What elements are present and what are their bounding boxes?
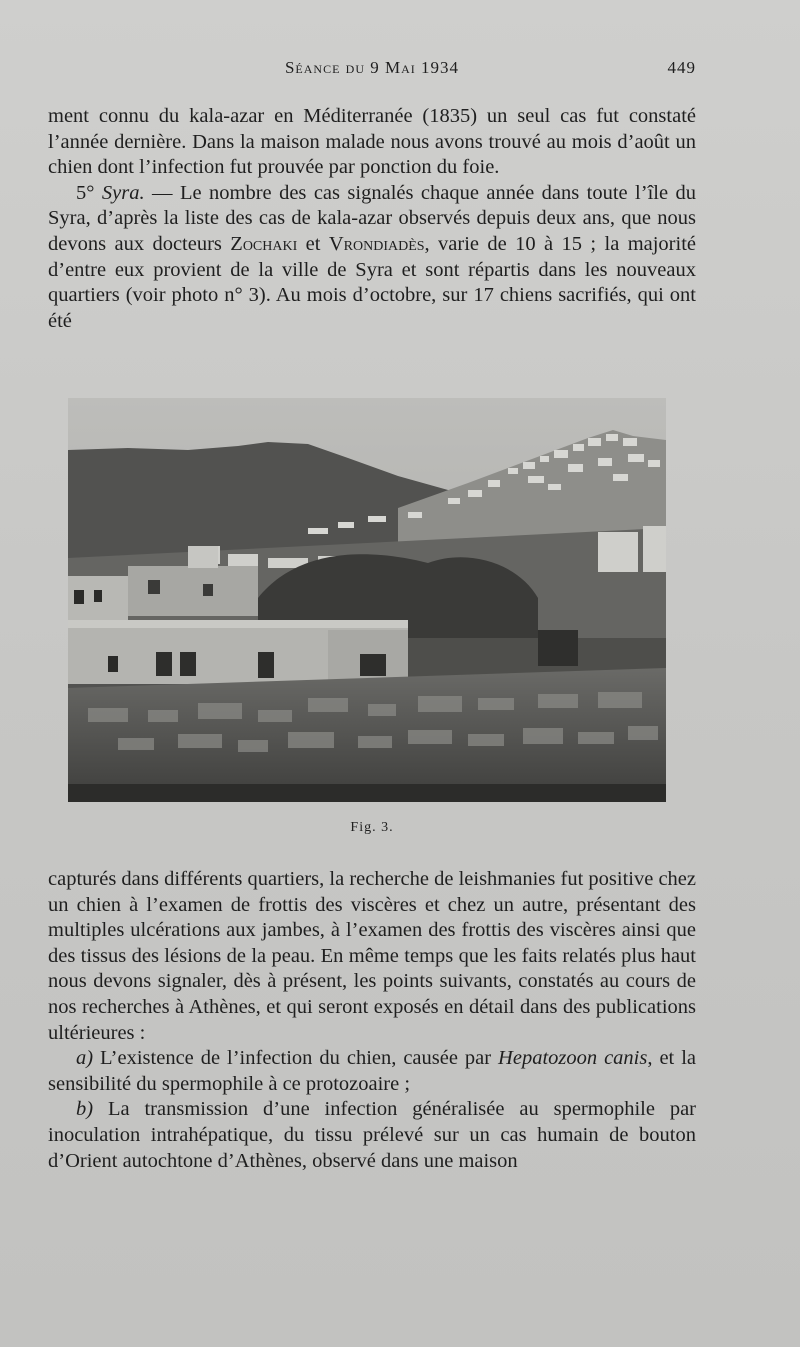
paragraph-syra (48, 181, 696, 335)
paragraph-continued: ment connu du kala-azar en Méditerranée (1835) un seul cas fut constaté l’année dernière. Dans la maison malade nous avons trouvé au mois d’août un chien dont l’infection fut prouvée par ponction du foie. (48, 105, 696, 179)
figure-caption: Fig. 3. (350, 820, 394, 835)
paragraph-text: , varie de 10 à 15 ; la majorité d’entre eux provient de la ville de Syra et sont répartis dans les nouveaux quartiers (voir photo n° 3). Au mois d’octobre, sur 17 chiens sacrifiés, qui ont été (48, 232, 697, 332)
town-photograph (68, 398, 666, 802)
paragraph-item-a (48, 1046, 696, 1097)
author-name: Zochaki (230, 232, 298, 255)
running-head (48, 58, 696, 88)
paragraph-item-b (48, 1097, 696, 1174)
text-block-top (48, 104, 696, 334)
paragraph-text: — Le nombre des cas signalés chaque année dans toute l’île du Syra, d’après la liste des cas de kala-azar observés depuis deux ans, que nous devons aux docteurs (48, 181, 696, 255)
paragraph-text: , et la sensibilité du spermophile à ce protozoaire ; (48, 1047, 696, 1095)
paragraph-captures: capturés dans différents quartiers, la recherche de leishmanies fut positive chez un chien à l’examen de frottis des viscères et chez un autre, présentant des multiples ulcérations aux jambes, à l’examen des frottis des viscères ainsi que des tissus des lésions de la peau. En même temps que les faits relatés plus haut nous devons signaler, dès à présent, les points suivants, constatés au cours de nos recherches à Athènes, et qui seront exposés en détail dans des publications ultérieures : (48, 868, 696, 1044)
paragraph-text: La transmission d’une infection généralisée au spermophile par inoculation intrahépatique, du tissu prélevé sur un cas humain de bouton d’Orient autochtone d’Athènes, observé dans une maison (48, 1098, 696, 1172)
page-number: 449 (667, 58, 696, 77)
figure-photo-syra (68, 398, 666, 802)
running-head-title: Séance du 9 Mai 1934 (284, 58, 460, 77)
paragraph-text: L’existence de l’infection du chien, causée par (93, 1047, 499, 1070)
paragraph-text: et (297, 232, 329, 255)
item-label: b) (76, 1098, 94, 1121)
place-name: Syra. (101, 181, 145, 204)
species-name: Hepatozoon canis (498, 1047, 648, 1070)
section-number: 5° (76, 181, 102, 204)
text-block-bottom (48, 867, 696, 1174)
author-name: Vrondiadès (328, 232, 425, 255)
item-label: a) (76, 1047, 94, 1070)
